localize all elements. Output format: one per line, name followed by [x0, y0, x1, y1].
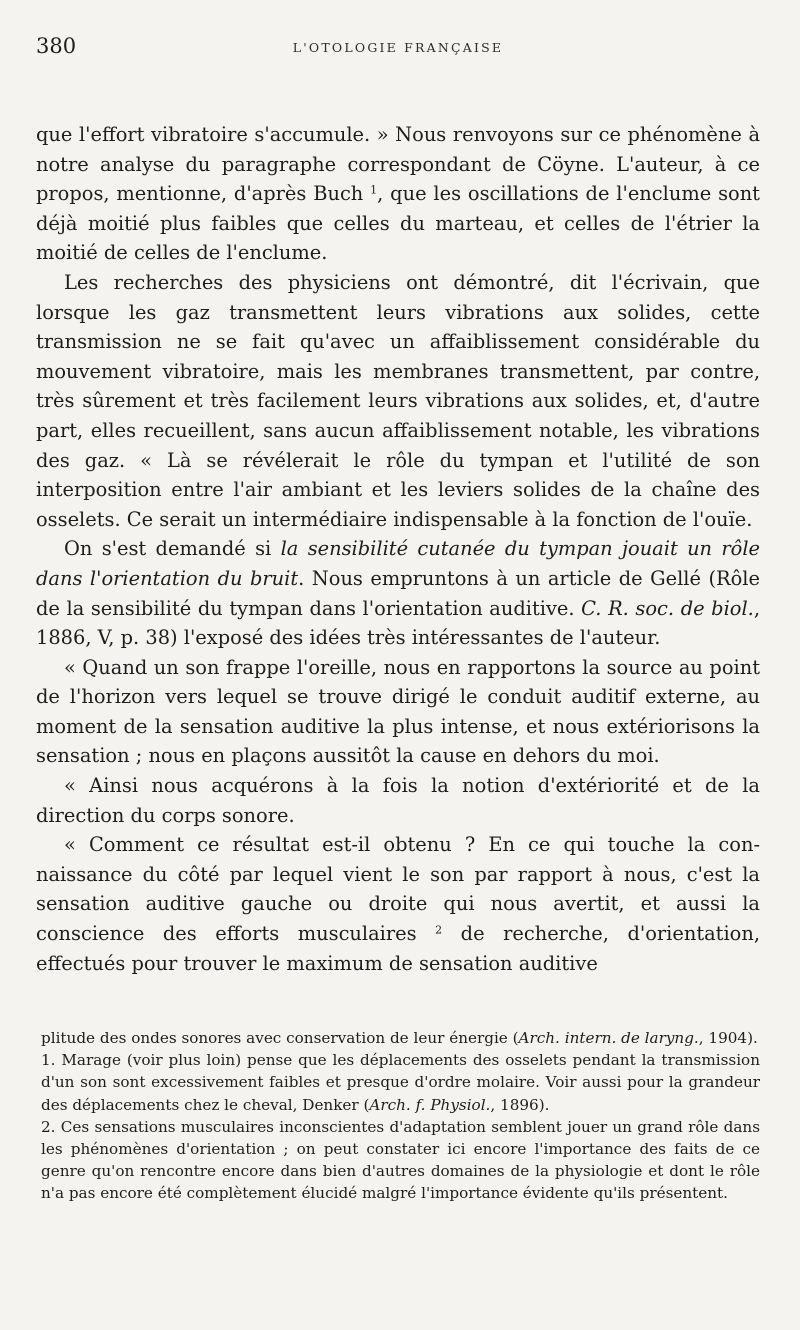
footnote	[41, 1027, 760, 1049]
text-run: « Quand un son frappe l'oreille, nous en rapportons la source au point de l'horizon vers lequel se trouve dirigé le conduit auditif externe, au moment de la sensation auditive la plus intense, et nous extériorisons la sensation ; nous en plaçons aussitôt la cause en dehors du moi.	[36, 655, 760, 768]
footnotes	[41, 1027, 760, 1205]
text-run: , 1886, V, p. 38) l'exposé des idées très intéressantes de l'auteur.	[36, 596, 761, 650]
text-run: , 1904).	[698, 1029, 758, 1047]
running-title: L'OTOLOGIE FRANÇAISE	[292, 40, 504, 55]
main-text	[36, 120, 760, 978]
text-run: , que les oscillations de l'enclume sont déjà moitié plus faibles que celles du marteau, et celles de l'étrier la moitié de celles de l'enclume.	[36, 182, 760, 265]
body-paragraph	[36, 268, 760, 534]
text-run: . Nous empruntons à un article de Gellé (Rôle de la sensibilité du tympan dans l'orientation auditive.	[36, 566, 760, 620]
italic-text: C. R. soc. de biol.	[581, 596, 754, 620]
text-run: de recherche, d'orientation, effectués pour trouver le maximum de sensation auditive	[36, 922, 760, 975]
body-paragraph	[36, 120, 760, 268]
text-run: « Comment ce résultat est-il obtenu ? En ce qui touche la connaissance du côté par lequel vient le son par rapport à nous, c'est la sensation auditive gauche ou droite qui nous avertit, et aussi la conscience des efforts musculaires	[36, 833, 760, 946]
body-paragraph	[36, 534, 760, 652]
text-run: que l'effort vibratoire s'accumule. » Nous renvoyons sur ce phénomène à notre analyse du paragraphe correspondant de Cöyne. L'auteur, à ce propos, mentionne, d'après Buch	[36, 123, 760, 206]
footnote	[41, 1049, 760, 1116]
text-run: plitude des ondes sonores avec conservation de leur énergie (	[41, 1029, 519, 1047]
text-run: Les recherches des physiciens ont démontré, dit l'écrivain, que lorsque les gaz transmettent leurs vibrations aux solides, cette transmission ne se fait qu'avec un affaiblissement considérable du mouvement vibratoire, mais les membranes transmettent, par contre, très sûrement et très facilement leurs vibrations aux solides, et, d'autre part, elles recueillent, sans aucun affaiblissement notable, les vibrations des gaz. « Là se révélerait le rôle du tympan et l'utilité de son interposition entre l'air ambiant et les leviers solides de la chaîne des osselets. Ce serait un intermédiaire indispensable à la fonction de l'ouïe.	[36, 270, 760, 531]
page-number: 380	[36, 34, 77, 58]
text-run: 1. Marage (voir plus loin) pense que les déplacements des osselets pendant la transmission d'un son sont excessivement faibles et presque d'ordre molaire. Voir aussi pour la grandeur des déplacements chez le cheval, Denker (	[41, 1051, 760, 1114]
italic-text: la sensibilité cutanée du tympan jouait un rôle dans l'orientation du bruit	[36, 537, 761, 590]
italic-text: Arch. intern. de laryng.	[518, 1029, 699, 1047]
footnote-marker: 1	[370, 183, 378, 197]
italic-text: Arch. f. Physiol.	[369, 1095, 491, 1114]
footnote	[41, 1116, 760, 1205]
body-paragraph	[36, 771, 760, 830]
text-run: , 1896).	[490, 1095, 550, 1114]
text-run: On s'est demandé si	[64, 537, 281, 561]
body-paragraph	[36, 653, 760, 771]
body-paragraph	[36, 830, 760, 978]
text-run: 2. Ces sensations musculaires inconscientes d'adaptation semblent jouer un grand rôle dans les phénomènes d'orientation ; on peut constater ici encore l'importance des faits de ce genre qu'on rencontre encore dans bien d'autres domaines de la physiologie et dont le rôle n'a pas encore été complètement élucidé malgré l'importance évidente qu'ils présentent.	[41, 1117, 760, 1203]
page-header	[36, 34, 760, 74]
text-run: « Ainsi nous acquérons à la fois la notion d'extériorité et de la direction du corps sonore.	[36, 774, 760, 827]
footnote-marker: 2	[435, 923, 443, 937]
